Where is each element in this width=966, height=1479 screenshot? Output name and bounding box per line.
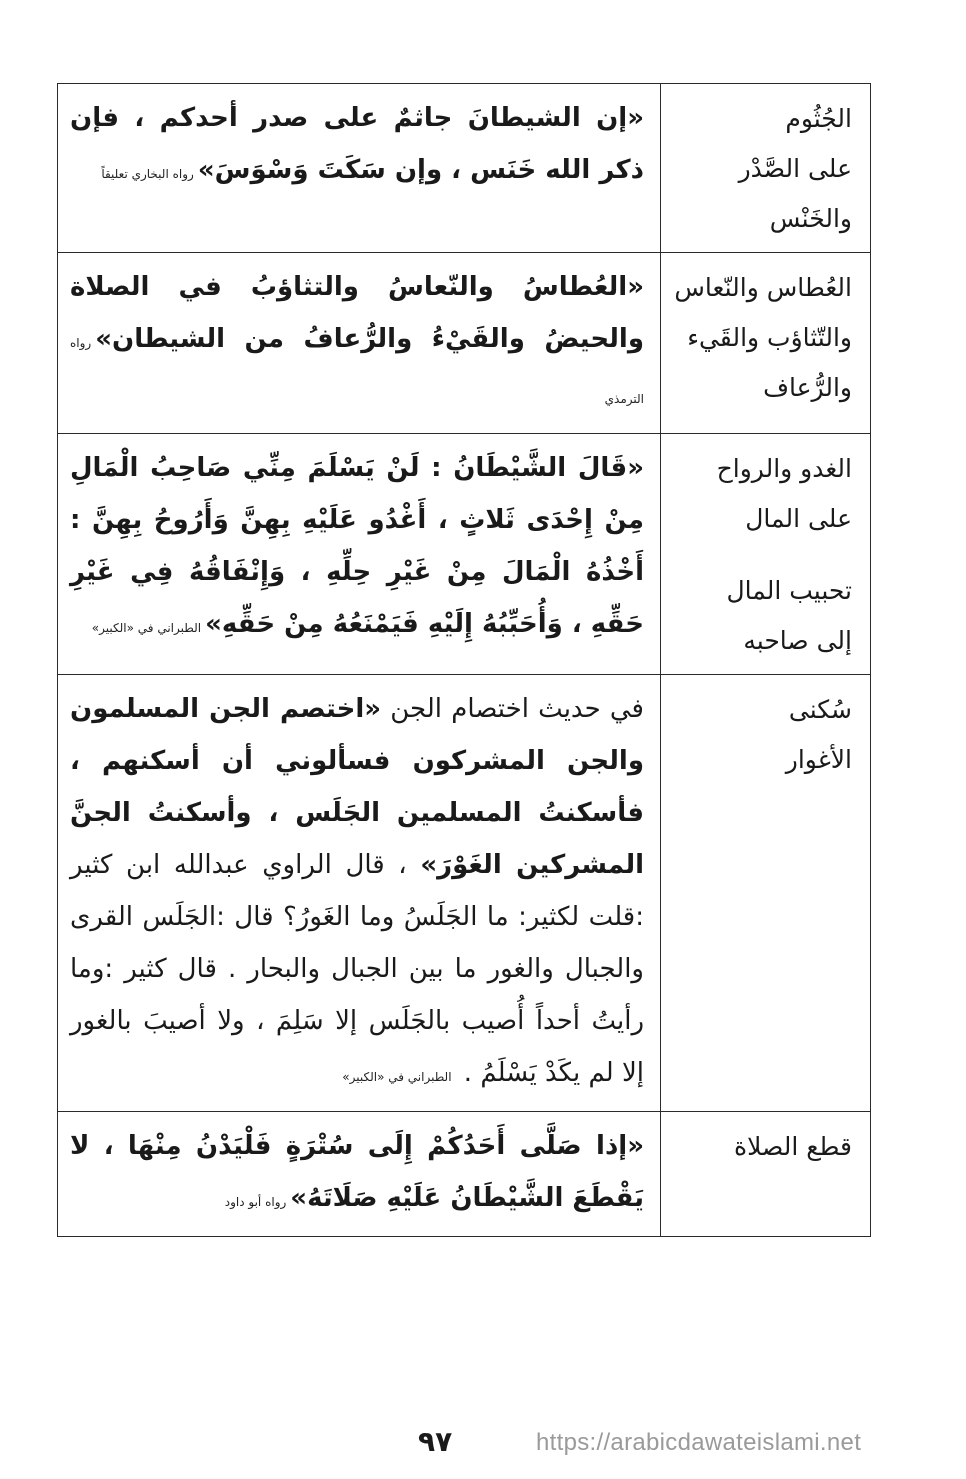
topic-cell	[661, 253, 871, 434]
topic-line	[671, 544, 852, 566]
source-citation: الطبراني في «الكبير»	[91, 621, 202, 635]
hadith-cell	[58, 675, 661, 1112]
topic-line: الأغوار	[785, 745, 852, 774]
topic-line: على الصَّدْر	[738, 154, 852, 183]
page-number: ٩٧	[418, 1425, 453, 1458]
topic-line: الجُثُوم	[785, 104, 852, 133]
hadith-quote: «قَالَ الشَّيْطَانُ : لَنْ يَسْلَمَ مِنِّي صَاحِبُ الْمَالِ مِنْ إِحْدَى ثَلاثٍ ، أَغْدُو عَلَيْهِ بِهِنَّ وَأَرُوحُ بِهِنَّ : أَخْذُهُ الْمَالَ مِنْ غَيْرِ حِلِّهِ ، وَإِنْفَاقُهُ فِي غَيْرِ حَقِّهِ ، وَأُحَبِّبُهُ إِلَيْهِ فَيَمْنَعُهُ مِنْ حَقِّهِ»	[70, 453, 644, 639]
hadith-text: ، قال الراوي عبدالله ابن كثير :قلت لكثير: ما الجَلَسُ وما الغَورُ؟ قال :الجَلَس القرى والجبال والغور ما بين الجبال والبحار . قال كثير :وما رأيتُ أحداً أُصيب بالجَلَس إلا سَلِمَ ، ولا أصيبَ بالغور إلا لم يكَدْ يَسْلَمُ .	[70, 850, 644, 1088]
topic-line: قطع الصلاة	[734, 1132, 852, 1161]
page-footer	[0, 1425, 966, 1465]
topic-line: والخَنْس	[769, 204, 852, 233]
hadith-quote: «إن الشيطانَ جاثمٌ على صدر أحدكم ، فإن ذكر الله خَنَس ، وإن سَكَتَ وَسْوَسَ»	[70, 103, 644, 185]
topic-line: على المال	[745, 504, 852, 533]
topic-line: الغدو والرواح	[716, 454, 852, 483]
topic-line: إلى صاحبه	[743, 626, 852, 655]
hadith-quote: «اختصم الجن المسلمون والجن المشركون فسألوني أن أسكنهم ، فأسكنتُ المسلمين الجَلَس ، وأسكنتُ الجنَّ المشركين الغَوْرَ»	[70, 694, 644, 880]
table-row	[58, 253, 871, 434]
hadith-cell	[58, 1112, 661, 1237]
topic-cell	[661, 434, 871, 675]
hadith-cell	[58, 253, 661, 434]
table-row	[58, 1112, 871, 1237]
topic-line: والرُّعاف	[763, 373, 852, 402]
topic-line: والتّثاؤب والقَيء	[687, 323, 852, 352]
source-citation: الطبراني في «الكبير»	[342, 1070, 452, 1084]
hadith-text: في حديث اختصام الجن	[381, 694, 644, 724]
hadith-table	[57, 83, 871, 1237]
website-url[interactable]: https://arabicdawateislami.net	[536, 1429, 862, 1456]
topic-line: العُطاس والنّعاس	[674, 273, 852, 302]
hadith-cell	[58, 84, 661, 253]
source-citation: رواه أبو داود	[224, 1195, 287, 1209]
hadith-cell	[58, 434, 661, 675]
table-row	[58, 675, 871, 1112]
table-row	[58, 84, 871, 253]
source-citation: رواه الترمذي	[70, 336, 644, 406]
topic-cell	[661, 84, 871, 253]
source-citation: رواه البخاري تعليقاً	[101, 167, 194, 181]
topic-line: سُكنى	[788, 695, 852, 724]
topic-line: تحبيب المال	[726, 576, 852, 605]
hadith-quote: «إذا صَلَّى أَحَدُكُمْ إِلَى سُتْرَةٍ فَلْيَدْنُ مِنْهَا ، لا يَقْطَعَ الشَّيْطَانُ عَلَيْهِ صَلَاتَهُ»	[70, 1131, 644, 1213]
topic-cell	[661, 675, 871, 1112]
hadith-quote: «العُطاسُ والنّعاسُ والتثاؤبُ في الصلاة والحيضُ والقَيْءُ والرُّعافُ من الشيطان»	[70, 272, 644, 354]
table-row	[58, 434, 871, 675]
topic-cell	[661, 1112, 871, 1237]
